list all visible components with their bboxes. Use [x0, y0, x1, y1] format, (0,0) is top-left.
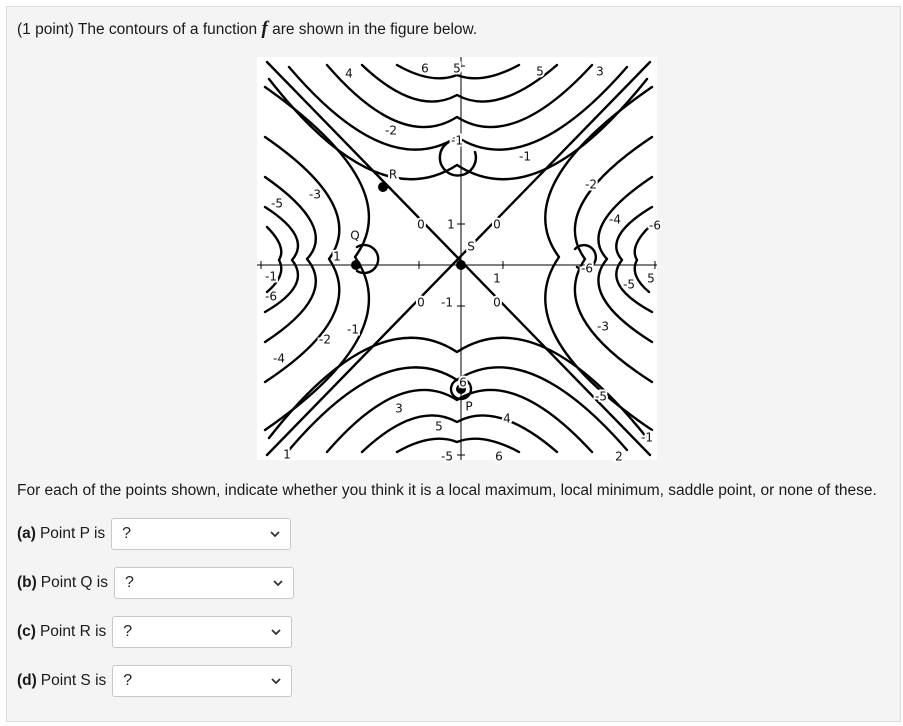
part-d-label: (d)	[17, 672, 37, 689]
contour-level-label: 6	[459, 375, 467, 390]
contour-level-label: -3	[597, 319, 609, 334]
contour-level-label: 4	[345, 66, 353, 81]
contour-level-label: -5	[595, 389, 607, 404]
part-b-label: (b)	[17, 574, 37, 591]
part-b-text: Point Q is	[40, 574, 108, 591]
contour-level-label: 0	[417, 217, 425, 232]
contour-level-label: -5	[271, 196, 283, 211]
point-p-select[interactable]	[111, 518, 291, 550]
contour-level-label: 3	[596, 64, 604, 79]
point-value: (1 point)	[17, 21, 74, 38]
contour-line	[575, 137, 652, 382]
statement-text-before: The contours of a function	[77, 21, 258, 38]
point-q-select-value: ?	[125, 574, 134, 591]
contour-line	[598, 177, 652, 342]
point-p-select-value: ?	[122, 525, 132, 542]
contour-level-label: -4	[609, 212, 621, 227]
contour-level-label: -3	[309, 187, 321, 202]
part-d	[17, 664, 292, 698]
chevron-down-icon	[272, 577, 284, 589]
contour-level-label: -5	[623, 277, 635, 292]
statement-text-after: are shown in the figure below.	[272, 21, 478, 38]
part-c-label: (c)	[17, 623, 36, 640]
contour-line	[616, 207, 652, 312]
contour-level-label: 6	[495, 449, 503, 464]
chevron-down-icon	[270, 675, 282, 687]
point-s-marker	[456, 260, 466, 270]
contour-level-label: 1	[447, 217, 455, 232]
contour-level-label: -1	[519, 149, 531, 164]
point-q-select[interactable]	[114, 567, 294, 599]
contour-level-label: 5	[647, 271, 655, 286]
point-s-select[interactable]	[112, 665, 292, 697]
contour-level-label: 0	[493, 217, 501, 232]
function-symbol: f	[261, 18, 268, 39]
contour-level-label: 1	[283, 447, 291, 462]
contour-curves	[265, 62, 652, 455]
contour-level-label: 5	[435, 419, 443, 434]
part-b	[17, 566, 294, 600]
contour-plot	[257, 57, 661, 464]
chevron-down-icon	[269, 528, 281, 540]
point-r-marker	[378, 182, 388, 192]
contour-level-label: -6	[581, 261, 593, 276]
chevron-down-icon	[270, 626, 282, 638]
contour-level-label: 3	[395, 401, 403, 416]
contour-level-label: -2	[319, 332, 331, 347]
contour-level-label: -2	[585, 177, 597, 192]
contour-level-label: -1	[265, 269, 277, 284]
part-a-text: Point P is	[39, 525, 106, 542]
problem-panel	[6, 6, 901, 722]
contour-level-label: -6	[265, 289, 277, 304]
contour-level-label: 2	[615, 449, 623, 464]
contour-level-label: -1	[347, 322, 359, 337]
part-c	[17, 615, 292, 649]
contour-level-label: -4	[273, 351, 285, 366]
contour-level-label: 6	[421, 61, 429, 76]
contour-level-label: 5	[536, 64, 544, 79]
point-label-q: Q	[350, 228, 360, 243]
part-d-text: Point S is	[40, 672, 107, 689]
point-s-select-value: ?	[123, 672, 133, 689]
contour-level-label: 5	[453, 61, 461, 76]
contour-level-label: -1	[641, 430, 653, 445]
part-c-text: Point R is	[39, 623, 107, 640]
contour-level-label: -2	[385, 123, 397, 138]
problem-statement	[17, 19, 477, 40]
point-r-select[interactable]	[112, 616, 292, 648]
contour-level-label: 0	[417, 295, 425, 310]
contour-level-label: -6	[649, 218, 661, 233]
point-label-r: R	[388, 167, 398, 182]
contour-level-label: -1	[451, 133, 463, 148]
point-q-marker	[351, 260, 361, 270]
contour-line	[362, 415, 557, 452]
part-a-label: (a)	[17, 525, 36, 542]
contour-level-label: 1	[493, 271, 501, 286]
point-label-p: P	[465, 399, 473, 414]
contour-figure	[257, 57, 661, 464]
part-a	[17, 517, 291, 551]
contour-level-label: 0	[493, 295, 501, 310]
contour-level-label: -1	[441, 295, 453, 310]
instructions: For each of the points shown, indicate whether you think it is a local maximum, local minimum, saddle point, or none of these.	[17, 482, 877, 499]
contour-level-label: -5	[441, 449, 453, 464]
contour-level-label: 1	[333, 249, 341, 264]
contour-level-label: 4	[503, 411, 511, 426]
point-label-s: S	[467, 239, 475, 254]
point-r-select-value: ?	[123, 623, 133, 640]
contour-line	[269, 79, 647, 179]
